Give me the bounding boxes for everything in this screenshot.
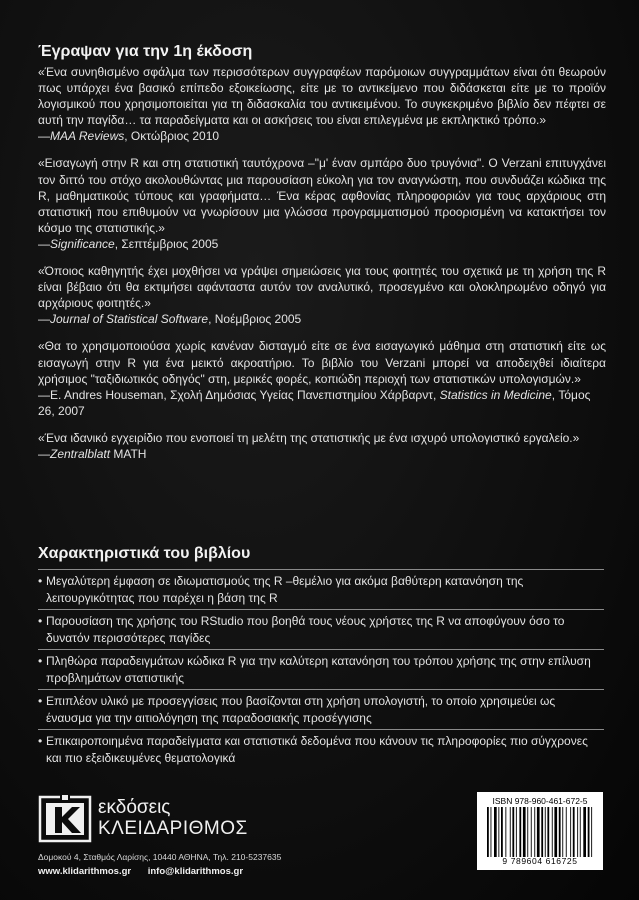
features-list xyxy=(38,569,604,769)
barcode-bar xyxy=(494,807,497,857)
review-source-prefix: — xyxy=(38,129,50,144)
barcode-icon xyxy=(485,807,595,857)
review-quote: «Ένα ιδανικό εγχειρίδιο που ενοποιεί τη μελέτη της στατιστικής με ένα ισχυρό υπολογιστικό εργαλείο.» xyxy=(38,430,580,445)
review-item xyxy=(38,430,606,462)
publisher-website-link[interactable]: www.klidarithmos.gr xyxy=(38,866,132,877)
review-item xyxy=(38,64,606,144)
publisher-name-line2: ΚΛΕΙΔΑΡΙΘΜΟΣ xyxy=(98,818,248,839)
section-title-features: Χαρακτηριστικά του βιβλίου xyxy=(38,545,251,562)
barcode-bar xyxy=(512,807,514,857)
barcode-bar xyxy=(498,807,499,857)
review-item xyxy=(38,338,606,418)
feature-item xyxy=(38,649,604,689)
review-source-title: Zentralblatt xyxy=(50,446,111,461)
barcode-bar xyxy=(580,807,581,857)
barcode-bar xyxy=(534,807,535,857)
publisher-address: Δομοκού 4, Σταθμός Λαρίσης, 10440 ΑΘΗΝΑ, Τηλ. 210-5237635 xyxy=(38,852,282,862)
bullet-icon: • xyxy=(38,694,43,708)
barcode-bar xyxy=(519,807,521,857)
barcode-bar xyxy=(554,807,557,857)
barcode-bar xyxy=(541,807,543,857)
review-source xyxy=(38,311,606,327)
barcode-bar xyxy=(491,807,492,857)
barcode-bar xyxy=(487,807,489,857)
barcode-bar xyxy=(547,807,549,857)
feature-text: Παρουσίαση της χρήσης του RStudio που βοηθά τους νέους χρήστες της R να αποφύγουν όσο το δυνατόν περισσότερες παγίδες xyxy=(46,614,565,645)
bullet-icon: • xyxy=(38,654,43,668)
barcode-bar xyxy=(583,807,586,857)
review-source-date: , Οκτώβριος 2010 xyxy=(124,129,220,144)
barcode-bar xyxy=(537,807,540,857)
bullet-icon: • xyxy=(38,614,43,628)
review-source-date: , Τόμος 26, 2007 xyxy=(38,387,591,418)
review-source xyxy=(38,236,606,252)
review-source-date: , Σεπτέμβριος 2005 xyxy=(114,236,219,251)
publisher-name-line1: εκδόσεις xyxy=(98,797,171,818)
barcode-bar xyxy=(577,807,578,857)
isbn-barcode-box xyxy=(477,792,603,870)
barcode-bar xyxy=(591,807,592,857)
isbn-label: ISBN 978-960-461-672-5 xyxy=(492,796,588,806)
barcode-bar xyxy=(501,807,503,857)
review-source-title: Significance xyxy=(50,236,115,251)
barcode-bar xyxy=(566,807,567,857)
review-source-title: Journal of Statistical Software xyxy=(50,312,209,327)
barcode-bar xyxy=(527,807,528,857)
feature-text: Επιπλέον υλικό με προσεγγίσεις που βασίζονται στη χρήση υπολογιστή, το οποίο χρησιμεύει ως έναυσμα για την αιτιολόγηση της παραδοσιακής προσέγγισης xyxy=(46,694,556,725)
bullet-icon: • xyxy=(38,734,43,748)
feature-text: Πληθώρα παραδειγμάτων κώδικα R για την καλύτερη κατανόηση του τρόπου χρήσης της στην επίλυση προβλημάτων στατιστικής xyxy=(46,654,591,685)
barcode-bar xyxy=(562,807,563,857)
barcode-bar xyxy=(510,807,511,857)
barcode-bar xyxy=(570,807,571,857)
review-item xyxy=(38,155,606,252)
barcode-bar xyxy=(516,807,517,857)
review-source-title: MAA Reviews xyxy=(50,129,125,144)
review-source-prefix: — xyxy=(38,312,50,327)
bullet-icon: • xyxy=(38,574,43,588)
review-source-prefix: —E. Andres Houseman, Σχολή Δημόσιας Υγείας Πανεπιστημίου Χάρβαρντ, xyxy=(38,387,440,402)
barcode-digits: 9 789604 616725 xyxy=(502,856,578,866)
barcode-bar xyxy=(559,807,561,857)
barcode-bar xyxy=(573,807,575,857)
review-quote: «Όποιος καθηγητής έχει μοχθήσει να γράψει σημειώσεις για τους φοιτητές του σχετικά με τη χρήση της R είναι βέβαιο ότι θα εκτιμήσει αφάνταστα αυτόν τον αναλυτικό, προσεγμένο και ολοκληρωμένο οδηγό για αρχάριους φοιτητές.» xyxy=(38,264,606,311)
barcode-bar xyxy=(545,807,546,857)
feature-item xyxy=(38,689,604,729)
review-quote: «Εισαγωγή στην R και στη στατιστική ταυτόχρονα –"μ' έναν σμπάρο δυο τρυγόνια". Ο Verzani επιτυγχάνει τον διττό του στόχο ακολουθώντας μια παρουσίαση εύκολη για τον αναγνώστη, που συνδυάζει κώδικα της R, μαθηματικούς τύπους και γραφήματα… Ένα κέρας αφθονίας πληροφοριών για τους αρχάριους στη στατιστική που επιθυμούν να γνωρίσουν μια γλώσσα προγραμματισμού προορισμένη να κατακτήσει τον κόσμο της στατιστικής.» xyxy=(38,156,606,235)
feature-item xyxy=(38,569,604,609)
review-quote: «Ένα συνηθισμένο σφάλμα των περισσότερων συγγραφέων παρόμοιων συγγραμμάτων είναι ότι θεωρούν πως υπάρχει ένα βασικό επίπεδο εξοικείωσης, είτε με το αντικείμενο που διδάσκεται είτε με το προϊόν λογισμικού που χρησιμοποιείται για τη διδασκαλία του αντικειμένου. Το συγκεκριμένο βιβλίο δεν πέφτει σε αυτή την παγίδα… τα παραδείγματα και οι ασκήσεις του είναι επιλεγμένα με εκπληκτικό τρόπο.» xyxy=(38,65,606,128)
review-source-date: , Νοέμβριος 2005 xyxy=(208,312,302,327)
publisher-email-link[interactable]: info@klidarithmos.gr xyxy=(147,866,244,877)
publisher-logo-icon xyxy=(38,795,92,843)
barcode-bar xyxy=(505,807,506,857)
review-source xyxy=(38,446,606,462)
reviews-list xyxy=(38,64,606,473)
barcode-bar xyxy=(523,807,526,857)
review-source-prefix: — xyxy=(38,446,50,461)
review-item xyxy=(38,263,606,327)
feature-item xyxy=(38,729,604,769)
review-source xyxy=(38,387,606,419)
barcode-bar xyxy=(588,807,590,857)
feature-text: Επικαιροποιημένα παραδείγματα και στατιστικά δεδομένα που κάνουν τις πληροφορίες πιο σύγχρονες και πιο εξειδικευμένες θεματολογικά xyxy=(46,734,588,765)
review-source-title: Statistics in Medicine xyxy=(439,387,552,402)
feature-item xyxy=(38,609,604,649)
review-source-date: MATH xyxy=(110,446,147,461)
barcode-bar xyxy=(531,807,532,857)
review-source-prefix: — xyxy=(38,236,50,251)
review-quote: «Θα το χρησιμοποιούσα χωρίς κανέναν δισταγμό είτε σε ένα εισαγωγικό μάθημα στη στατιστική είτε ως εισαγωγή στην R για ένα μεικτό ακροατήριο. Το βιβλίο του Verzani μπορεί να αποδειχθεί ιδιαίτερα χρήσιμος "ταξιδιωτικός οδηγός" στη, μερικές φορές, κοπιώδη περιοχή των στατιστικών υπολογισμών.» xyxy=(38,339,606,386)
feature-text: Μεγαλύτερη έμφαση σε ιδιωματισμούς της R –θεμέλιο για ακόμα βαθύτερη κατανόηση της λειτουργικότητας που παρέχει η βάση της R xyxy=(46,574,524,605)
publisher-block xyxy=(38,795,281,877)
review-source xyxy=(38,128,606,144)
barcode-bar xyxy=(552,807,553,857)
section-title-reviews: Έγραψαν για την 1η έκδοση xyxy=(38,43,253,60)
